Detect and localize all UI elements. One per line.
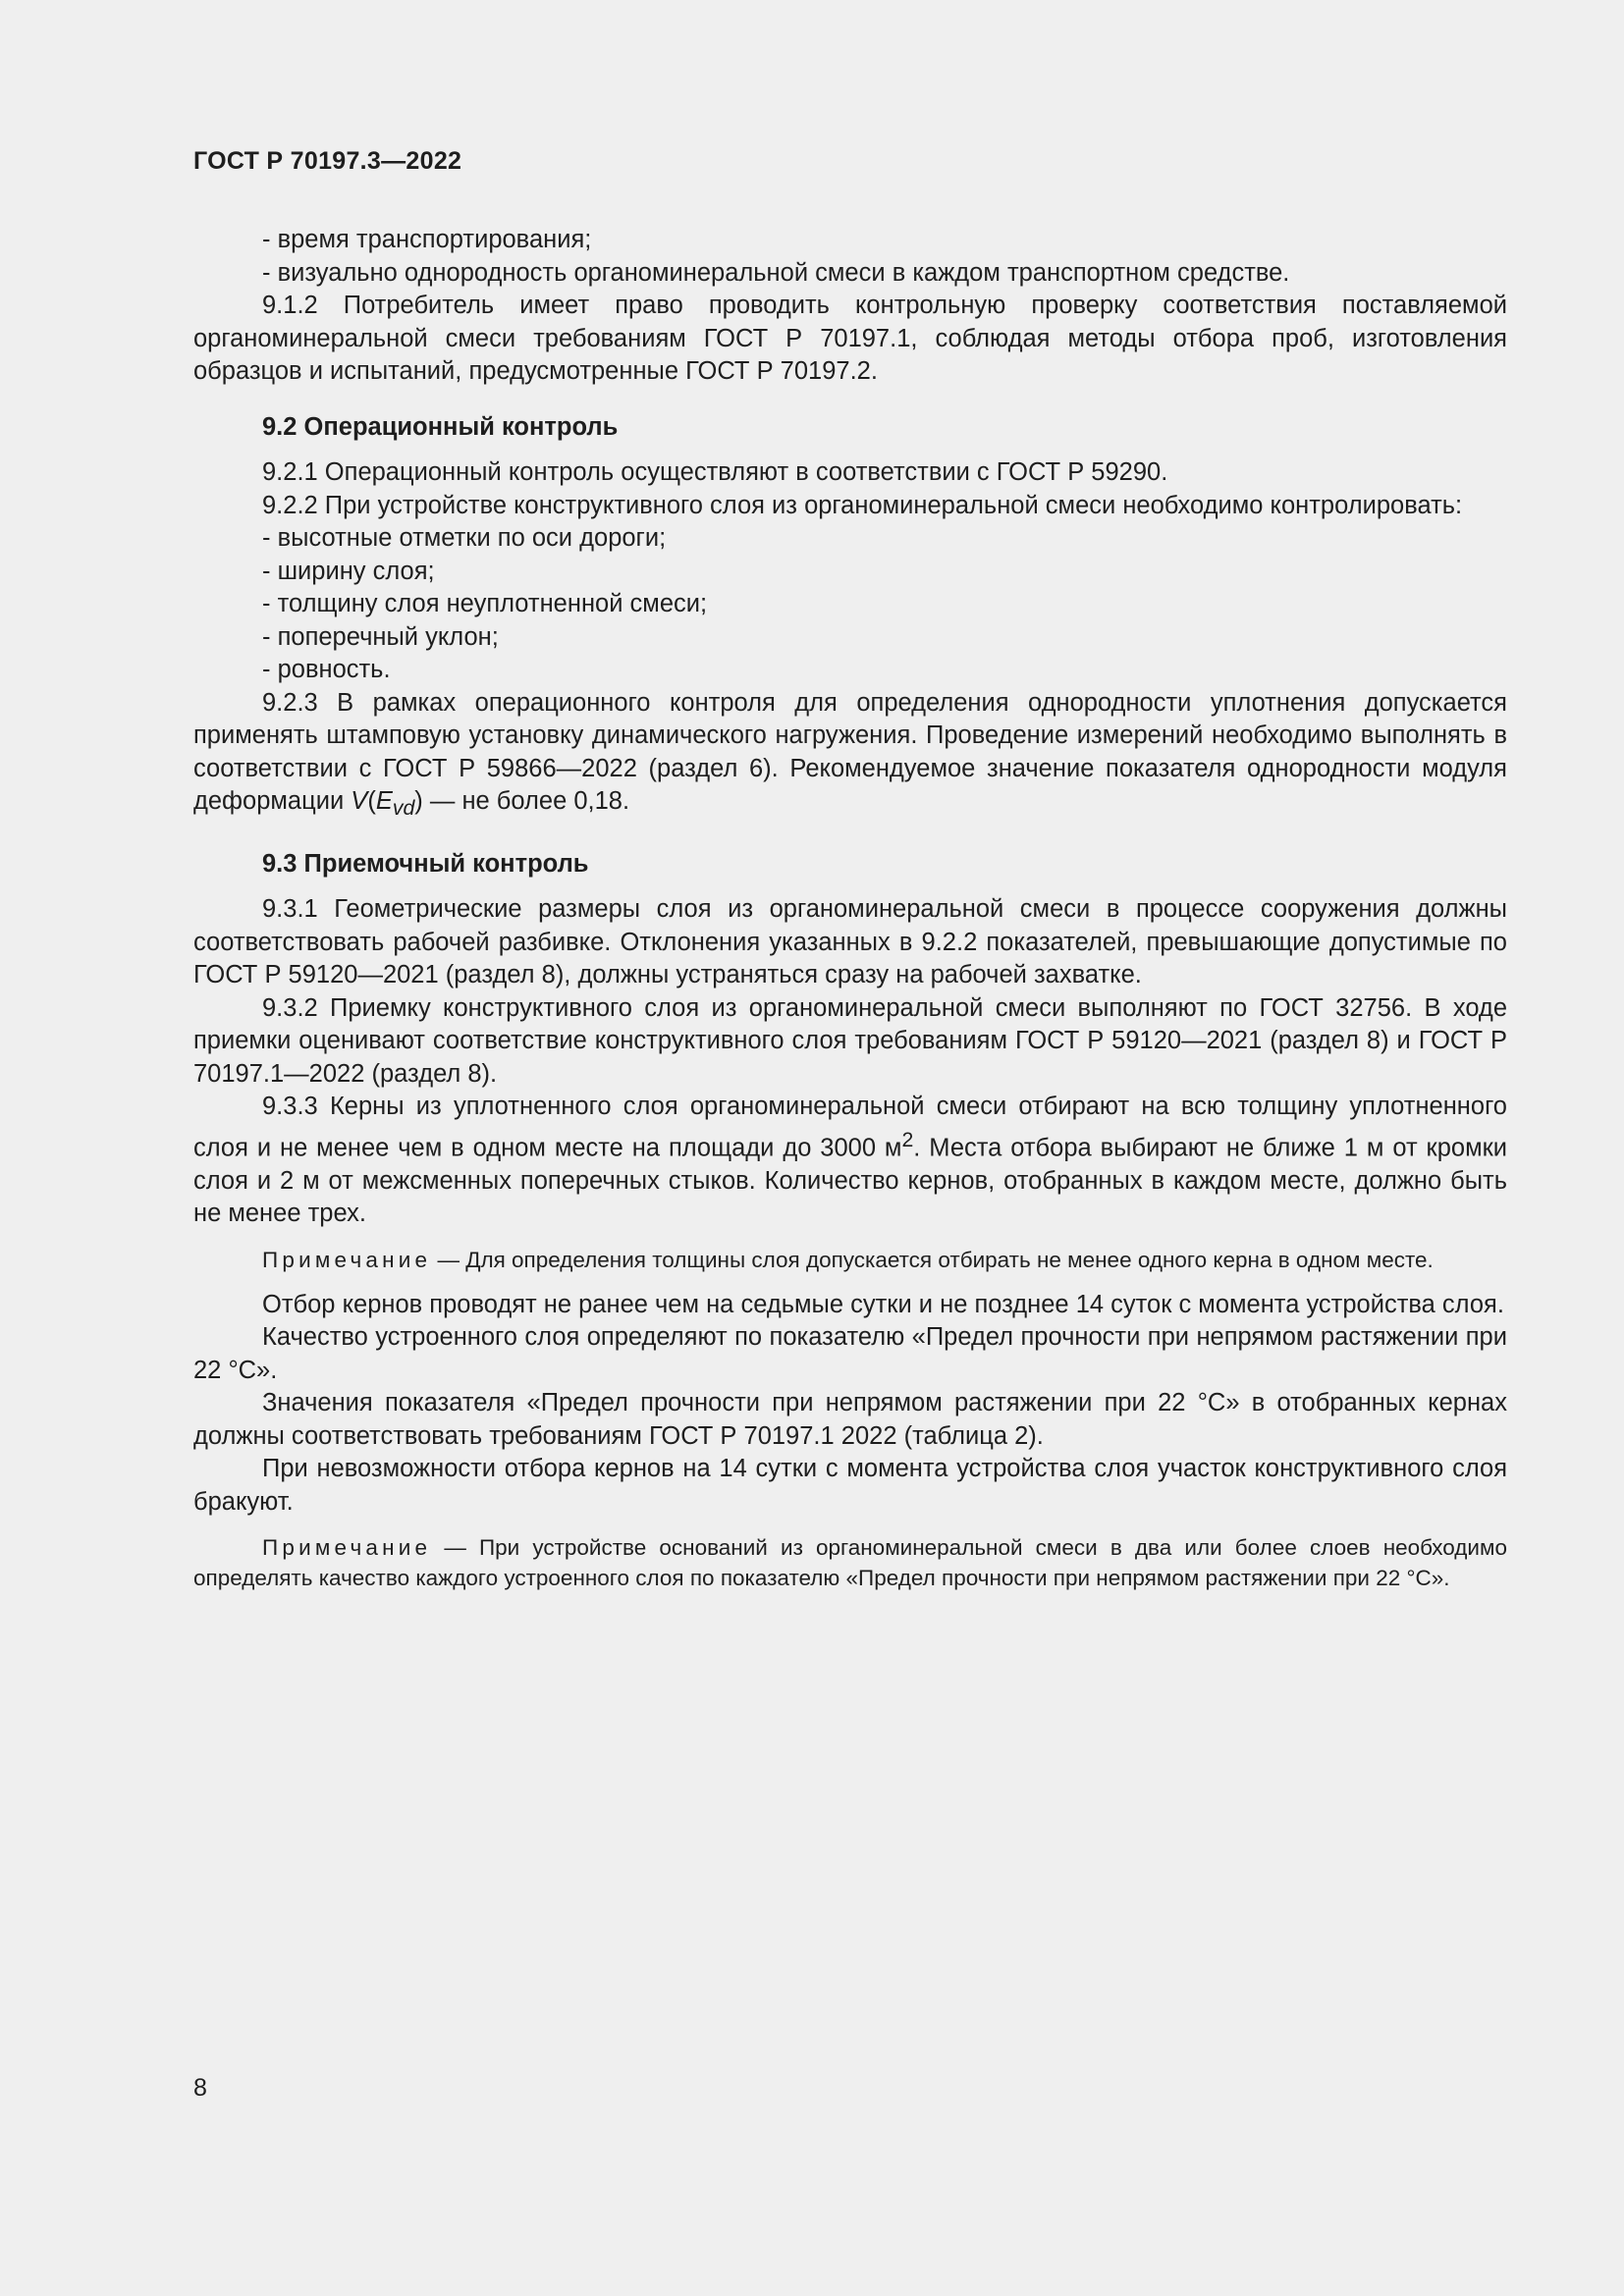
paragraph-9-3-2: 9.3.2 Приемку конструктивного слоя из органоминеральной смеси выполняют по ГОСТ 32756. В ходе приемки оценивают соответствие конструктивного слоя требованиям ГОСТ Р 59120—2021 (раздел 8) и ГОСТ Р 70197.1—2022 (раздел 8). xyxy=(193,993,1507,1088)
list-item: - поперечный уклон; xyxy=(262,622,499,651)
note-2: Примечание — При устройстве оснований из органоминеральной смеси в два или более слоев необходимо определять качество каждого устроенного слоя по показателю «Предел прочности при непрямом растяжении при 22 °С». xyxy=(193,1535,1507,1591)
list-item: - толщину слоя неуплотненной смеси; xyxy=(262,590,708,617)
paragraph-values: Значения показателя «Предел прочности при непрямом растяжении при 22 °С» в отобранных кернах должны соответствовать требованиям ГОСТ Р 70197.1 2022 (таблица 2). xyxy=(193,1389,1507,1450)
document-body xyxy=(193,224,1507,1593)
list-item: - ровность. xyxy=(262,656,391,683)
paragraph-9-3-3: 9.3.3 Керны из уплотненного слоя органоминеральной смеси отбирают на всю толщину уплотненного слоя и не менее чем в одном месте на площади до 3000 $м^2$. Места отбора выбирают не ближе 1 м от кромки слоя и 2 м от межсменных поперечных стыков. Количество кернов, отобранных в каждом месте, должно быть не менее трех. xyxy=(193,1093,1507,1228)
page-number: 8 xyxy=(193,2074,207,2102)
list-item: - время транспортирования; xyxy=(262,226,592,253)
list-item: - ширину слоя; xyxy=(262,557,435,585)
section-heading-9-3: 9.3 Приемочный контроль xyxy=(262,849,589,878)
paragraph-cores: Отбор кернов проводят не ранее чем на седьмые сутки и не позднее 14 суток с момента устройства слоя. xyxy=(262,1290,1504,1318)
paragraph-quality: Качество устроенного слоя определяют по показателю «Предел прочности при непрямом растяжении при 22 °С». xyxy=(193,1323,1507,1384)
paragraph-reject: При невозможности отбора кернов на 14 сутки с момента устройства слоя участок конструктивного слоя бракуют. xyxy=(193,1455,1507,1516)
list-item: - визуально однородность органоминеральной смеси в каждом транспортном средстве. xyxy=(262,258,1290,287)
paragraph-9-2-3: 9.2.3 В рамках операционного контроля для определения однородности уплотнения допускается применять штамповую установку динамического нагружения. Проведение измерений необходимо выполнять в соответствии с ГОСТ Р 59866—2022 (раздел 6). Рекомендуемое значение показателя однородности модуля деформации $V(E_{vd})$ — не более 0,18. xyxy=(193,688,1507,821)
paragraph-9-2-2: 9.2.2 При устройстве конструктивного слоя из органоминеральной смеси необходимо контролировать: xyxy=(262,491,1463,519)
note-1: Примечание — Для определения толщины слоя допускается отбирать не менее одного керна в одном месте. xyxy=(262,1247,1434,1272)
document-header: ГОСТ Р 70197.3—2022 xyxy=(193,147,462,175)
paragraph-9-1-2: 9.1.2 Потребитель имеет право проводить контрольную проверку соответствия поставляемой органоминеральной смеси требованиям ГОСТ Р 70197.1, соблюдая методы отбора проб, изготовления образцов и испытаний, предусмотренные ГОСТ Р 70197.2. xyxy=(193,292,1507,385)
list-item: - высотные отметки по оси дороги; xyxy=(262,524,667,552)
paragraph-9-2-1: 9.2.1 Операционный контроль осуществляют в соответствии с ГОСТ Р 59290. xyxy=(262,458,1168,486)
section-heading-9-2: 9.2 Операционный контроль xyxy=(262,412,619,441)
paragraph-9-3-1: 9.3.1 Геометрические размеры слоя из органоминеральной смеси в процессе сооружения должны соответствовать рабочей разбивке. Отклонения указанных в 9.2.2 показателей, превышающие допустимые по ГОСТ Р 59120—2021 (раздел 8), должны устраняться сразу на рабочей захватке. xyxy=(193,895,1507,989)
